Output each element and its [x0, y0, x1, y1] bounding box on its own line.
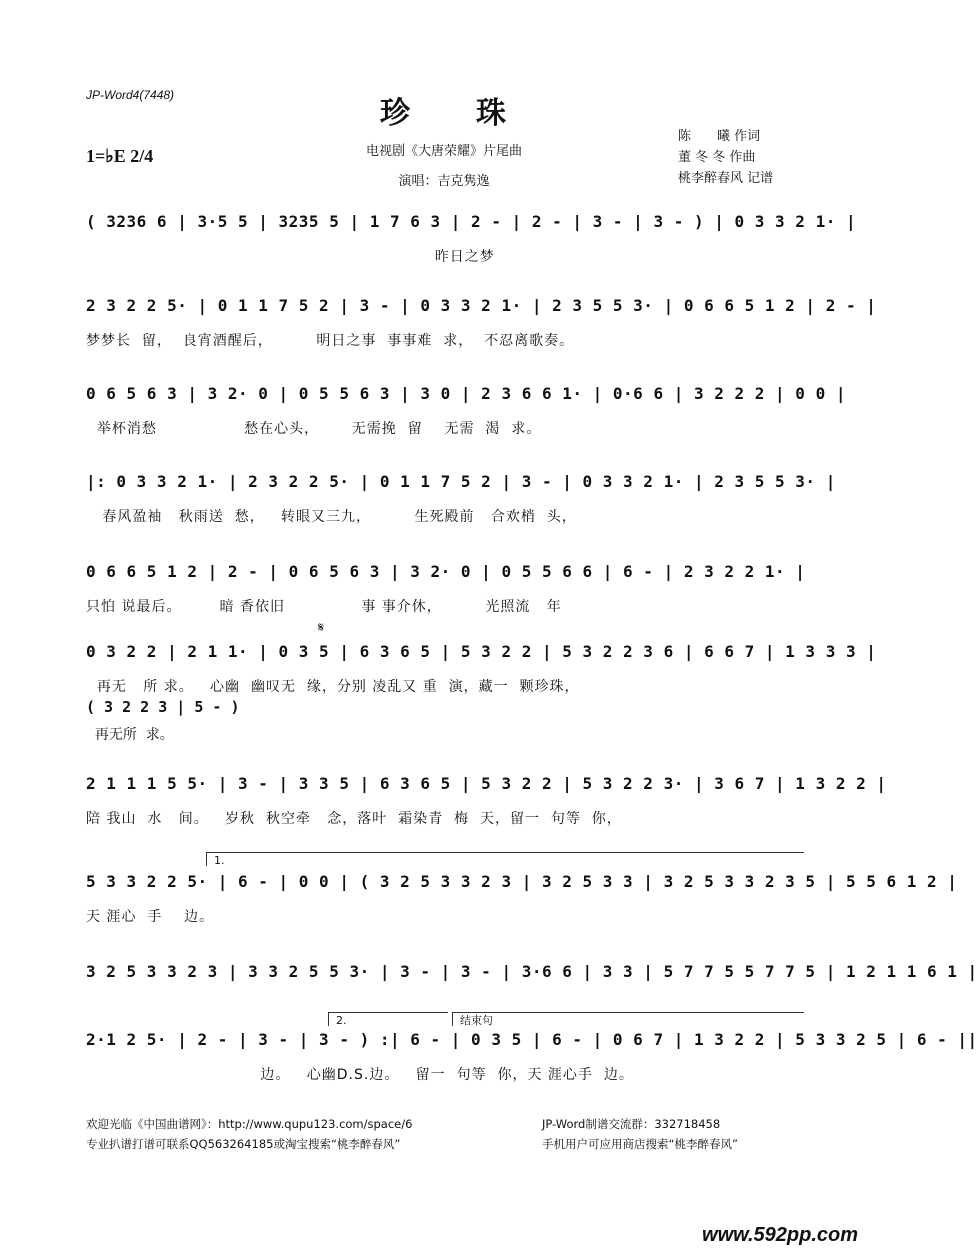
song-subtitle: 电视剧《大唐荣耀》片尾曲: [365, 144, 522, 159]
alt-lyrics-row: 再无所 求。: [86, 727, 174, 743]
notation-row: |: 0 3 3 2 1· | 2 3 2 2 5· | 0 1 1 7 5 2 | 3 - | 0 3 3 2 1· | 2 3 5 5 3· |: [86, 472, 836, 491]
footer-contact-line: 专业扒谱打谱可联系QQ563264185或淘宝搜索“桃李醉春风”: [86, 1137, 401, 1151]
footer-right: [542, 1114, 738, 1154]
lyrics-row: 再无 所 求。 心幽 幽叹无 缘，分别 凌乱又 重 演，藏一 颗珍珠，: [86, 679, 580, 695]
lyrics-row: 只怕 说最后。 暗 香依旧 事 事介休， 光照流 年: [86, 599, 562, 615]
lyrics-row: 春风盈袖 秋雨送 愁， 转眼又三九， 生死殿前 合欢梢 头，: [86, 509, 577, 525]
first-ending-bracket-tick: [206, 852, 207, 866]
notation-row: 3 2 5 3 3 2 3 | 3 3 2 5 5 3· | 3 - | 3 - | 3·6 6 | 3 3 | 5 7 7 5 5 7 7 5 | 1 2 1 1 6 1 |: [86, 962, 978, 981]
notation-row: 2 3 2 2 5· | 0 1 1 7 5 2 | 3 - | 0 3 3 2 1· | 2 3 5 5 3· | 0 6 6 5 1 2 | 2 - |: [86, 296, 877, 315]
coda-bracket: [452, 1012, 804, 1013]
first-ending-bracket: [206, 852, 804, 853]
software-tag: JP-Word4(7448): [86, 88, 175, 102]
lyrics-row: 天 涯心 手 边。: [86, 909, 215, 925]
notation-row: 2 1 1 1 5 5· | 3 - | 3 3 5 | 6 3 6 5 | 5 3 2 2 | 5 3 2 2 3· | 3 6 7 | 1 3 2 2 |: [86, 774, 887, 793]
notation-row: 0 3 2 2 | 2 1 1· | 0 3 5 | 6 3 6 5 | 5 3 2 2 | 5 3 2 2 3 6 | 6 6 7 | 1 3 3 3 |: [86, 642, 877, 661]
second-ending-bracket-tick: [328, 1012, 329, 1026]
notation-row: 5 3 3 2 2 5· | 6 - | 0 0 | ( 3 2 5 3 3 2 3 | 3 2 5 3 3 | 3 2 5 3 3 2 3 5 | 5 5 6 1 2 |: [86, 872, 958, 891]
credits: [678, 126, 773, 189]
transcriber-credit: 桃李醉春风 记谱: [678, 171, 774, 186]
footer-site-line: 欢迎光临《中国曲谱网》：http://www.qupu123.com/space/6: [86, 1117, 413, 1131]
notation-row: 0 6 6 5 1 2 | 2 - | 0 6 5 6 3 | 3 2· 0 | 0 5 5 6 6 | 6 - | 2 3 2 2 1· |: [86, 562, 806, 581]
footer-app-line: 手机用户可应用商店搜索“桃李醉春风”: [542, 1137, 738, 1151]
lyrics-row: 梦梦长 留， 良宵酒醒后， 明日之事 事事难 求， 不忍离歌奏。: [86, 333, 575, 349]
second-ending-bracket: [328, 1012, 448, 1013]
song-title: 珍 珠: [380, 96, 508, 131]
lyrics-row: 边。 心幽D.S.边。 留一 句等 你，天 涯心手 边。: [86, 1067, 634, 1083]
coda-label: 结束句: [460, 1014, 493, 1027]
lyricist-credit: 陈 曦 作词: [678, 129, 761, 144]
notation-row: ( 3236 6 | 3·5 5 | 3235 5 | 1 7 6 3 | 2 - | 2 - | 3 - | 3 - ) | 0 3 3 2 1· |: [86, 212, 857, 231]
alt-notation-row: ( 3 2 2 3 | 5 - ): [86, 698, 240, 716]
footer-group-line: JP-Word制谱交流群：332718458: [542, 1117, 721, 1131]
first-ending-label: 1.: [214, 854, 225, 867]
key-signature: 1=♭E 2/4: [86, 146, 154, 166]
footer-left: [86, 1114, 412, 1154]
singer: 演唱：吉克隽逸: [398, 174, 490, 189]
lyrics-row: 昨日之梦: [86, 249, 495, 265]
notation-row: 0 6 5 6 3 | 3 2· 0 | 0 5 5 6 3 | 3 0 | 2 3 6 6 1· | 0·6 6 | 3 2 2 2 | 0 0 |: [86, 384, 846, 403]
lyrics-row: 陪 我山 水 间。 岁秋 秋空牵 念，落叶 霜染青 梅 天，留一 句等 你，: [86, 811, 622, 827]
composer-credit: 董 冬 冬 作曲: [678, 150, 756, 165]
second-ending-label: 2.: [336, 1014, 347, 1027]
coda-bracket-tick: [452, 1012, 453, 1026]
lyrics-row: 举杯消愁 愁在心头， 无需挽 留 无需 渴 求。: [86, 421, 542, 437]
notation-row: 2·1 2 5· | 2 - | 3 - | 3 - ) :| 6 - | 0 3 5 | 6 - | 0 6 7 | 1 3 2 2 | 5 3 3 2 5 | 6 - ||: [86, 1030, 978, 1049]
segno-sign: 𝄋: [318, 620, 325, 636]
website-watermark: www.592pp.com: [702, 1224, 858, 1246]
